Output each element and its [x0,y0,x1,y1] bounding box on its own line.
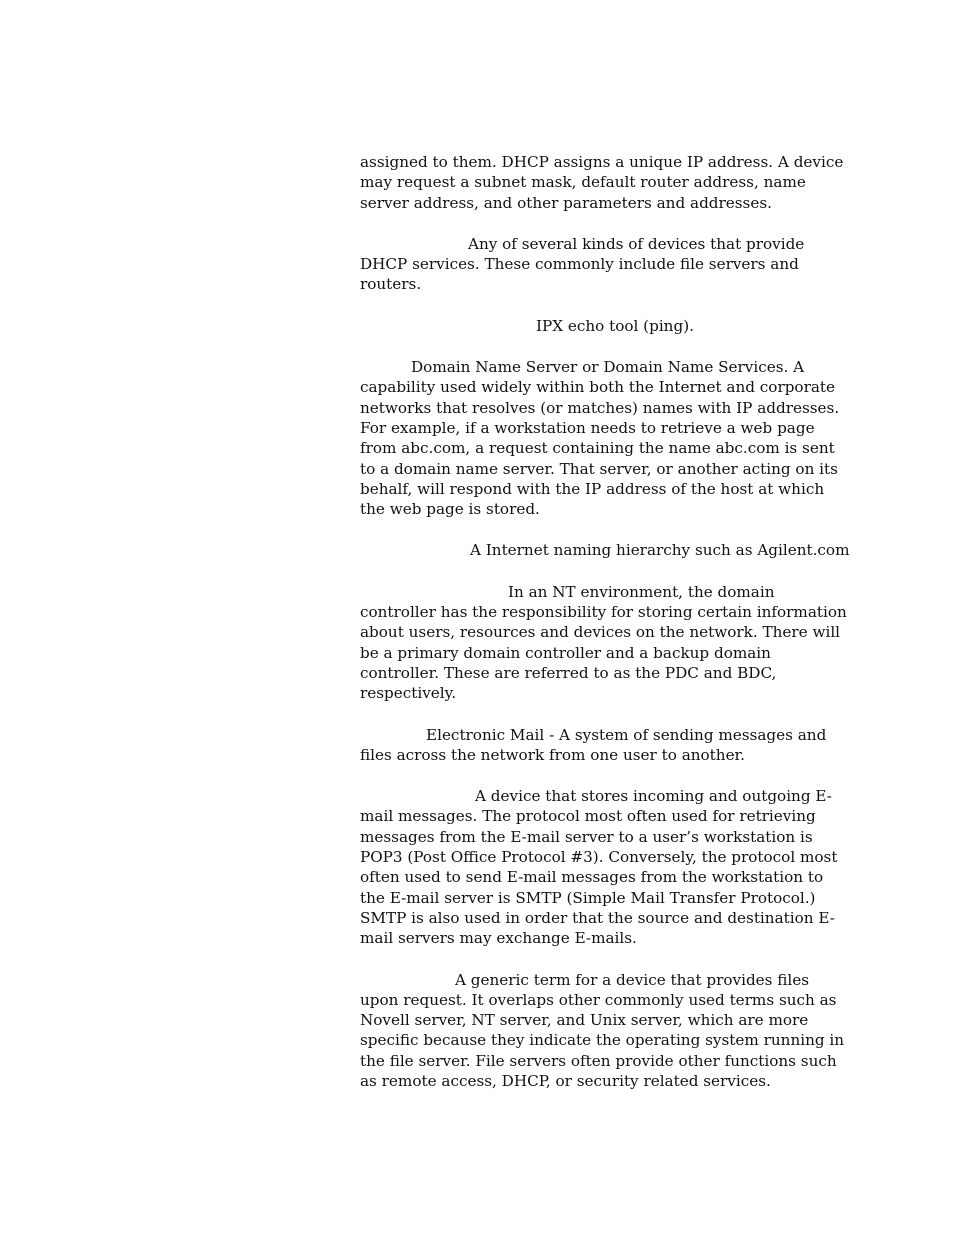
entry-email-server [360,786,852,948]
entry-text: Any of several kinds of devices that provide DHCP services. These commonly include file servers and routers. [360,234,805,294]
entry-dhcp-continued [360,152,852,213]
entry-text: In an NT environment, the domain controller has the responsibility for storing certain information about users, resources and devices on the network. There will be a primary domain controller and a backup domain controller. These are referred to as the PDC and BDC, respectively. [360,582,847,703]
entry-text: Electronic Mail - A system of sending messages and files across the network from one user to another. [360,725,827,764]
entry-file-server [360,970,852,1092]
entry-text: IPX echo tool (ping). [536,316,694,335]
entry-ipx-ping [360,316,852,336]
entry-dhcp-server [360,234,852,295]
entry-email [360,725,852,766]
entry-dns [360,357,852,519]
entry-text: assigned to them. DHCP assigns a unique IP address. A device may request a subnet mask, default router address, name server address, and other parameters and addresses. [360,153,844,212]
entry-domain [360,540,852,560]
entry-text: A generic term for a device that provides files upon request. It overlaps other commonly used terms such as Novell server, NT server, and Unix server, which are more specific because they indicate the operating system running in the file server. File servers often provide other functions such as remote access, DHCP, or security related services. [360,970,845,1090]
entry-text: A device that stores incoming and outgoing E-mail messages. The protocol most often used for retrieving messages from the E-mail server to a user’s workstation is POP3 (Post Office Protocol #3). Conversely, the protocol most often used to send E-mail messages from the workstation to the E-mail server is SMTP (Simple Mail Transfer Protocol.) SMTP is also used in order that the source and destination E-mail servers may exchange E-mails. [360,787,838,948]
entry-text: A Internet naming hierarchy such as Agilent.com [470,541,850,560]
entry-domain-controller [360,582,852,704]
entry-text: Domain Name Server or Domain Name Services. A capability used widely within both the Internet and corporate networks that resolves (or matches) names with IP addresses. For example, if a workstation needs to retrieve a web page from abc.com, a request containing the name abc.com is sent to a domain name server. That server, or another acting on its behalf, will respond with the IP address of the host at which the web page is stored. [360,358,840,519]
glossary-body [360,152,852,1112]
